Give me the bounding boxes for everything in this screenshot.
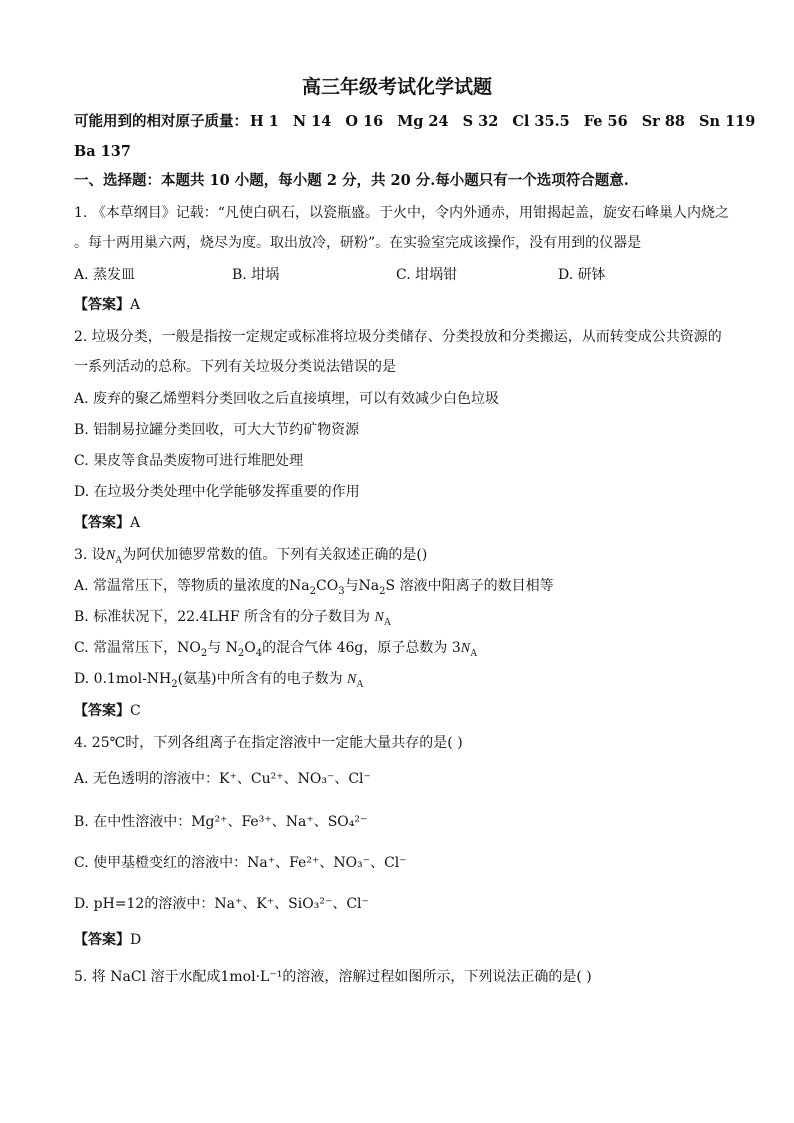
q1-option-b: B. 坩埚 [232, 267, 280, 283]
q4-option-a: A. 无色透明的溶液中：K⁺、Cu²⁺、NO₃⁻、Cl⁻ [74, 771, 371, 787]
q4-option-b: B. 在中性溶液中：Mg²⁺、Fe³⁺、Na⁺、SO₄²⁻ [74, 814, 368, 830]
q1-option-c: C. 坩埚钳 [396, 267, 458, 283]
atomic-mass-line [74, 110, 769, 131]
mass-item: S 32 [462, 113, 499, 130]
q3-option-text: 的混合气体 46g，原子总数为 3 [262, 640, 461, 656]
q1-stem-line1: 1. 《本草纲目》记载：“凡使白矾石，以瓷瓶盛。于火中，令内外通赤，用钳揭起盖，旋安石峰巢人内烧之 [74, 205, 729, 221]
q3-option-d: D. $0.1mol-NH_2$(氨基)中所含有的电子数为 $N_A$ [74, 671, 364, 690]
mass-item: Sn 119 [699, 113, 756, 130]
q3-option-text: 与Na [344, 578, 380, 594]
q3-stem-text: 为阿伏加德罗常数的值。下列有关叙述正确的是() [122, 547, 428, 563]
q2-option-d: D. 在垃圾分类处理中化学能够发挥重要的作用 [74, 484, 360, 500]
mass-item-last: Ba 137 [74, 143, 131, 160]
q5-stem: 5. 将 NaCl 溶于水配成1mol·L⁻¹的溶液，溶解过程如图所示，下列说法正确的是( ) [74, 969, 592, 985]
q3-option-text: D. 0.1mol-NH [74, 671, 172, 687]
q3-option-b: B. 标准状况下，22.4LHF 所含有的分子数目为 $N_A$ [74, 609, 392, 628]
q4-option-c: C. 使甲基橙变红的溶液中：Na⁺、Fe²⁺、NO₃⁻、Cl⁻ [74, 855, 407, 871]
q3-option-text: O [244, 640, 256, 656]
mass-item: Sr 88 [641, 113, 686, 130]
q2-option-b: B. 铝制易拉罐分类回收，可大大节约矿物资源 [74, 422, 360, 438]
q1-stem-line2: 。每十两用巢六两，烧尽为度。取出放冷，研粉”。在实验室完成该操作，没有用到的仪器是 [74, 235, 642, 251]
q4-stem: 4. 25℃时，下列各组离子在指定溶液中一定能大量共存的是( ) [74, 735, 463, 751]
q3-option-text: B. 标准状况下，22.4LHF 所含有的分子数目为 [74, 609, 371, 625]
q3-option-text: S 溶液中阳离子的数目相等 [385, 578, 554, 594]
q2-stem-line2: 一系列活动的总称。下列有关垃圾分类说法错误的是 [74, 359, 396, 375]
answer-value: D [130, 932, 142, 948]
q2-answer [74, 513, 140, 533]
q4-answer [74, 930, 141, 950]
q3-option-text: C. 常温常压下，NO [74, 640, 201, 656]
q3-option-text: A. 常温常压下，等物质的量浓度的Na [74, 578, 310, 594]
mass-item: Cl 35.5 [512, 113, 570, 130]
answer-value: A [130, 515, 141, 531]
answer-value: A [130, 297, 141, 313]
q3-option-a: A. 常温常压下，等物质的量浓度的$Na_2CO_3$与$Na_2S$ 溶液中阳离子的数目相等 [74, 578, 554, 597]
q3-option-text: 与 N [207, 640, 238, 656]
mass-item: N 14 [292, 113, 332, 130]
q4-option-d: D. pH=12的溶液中：Na⁺、K⁺、SiO₃²⁻、Cl⁻ [74, 896, 369, 912]
q2-option-a: A. 废弃的聚乙烯塑料分类回收之后直接填埋，可以有效减少白色垃圾 [74, 391, 500, 407]
mass-item: O 16 [345, 113, 384, 130]
q1-answer [74, 295, 140, 315]
answer-label: 【答案】 [74, 515, 130, 531]
q2-stem-line1: 2. 垃圾分类，一般是指按一定规定或标准将垃圾分类储存、分类投放和分类搬运，从而转变成公共资源的 [74, 329, 722, 345]
atomic-mass-label: 可能用到的相对原子质量： [74, 113, 248, 130]
q3-option-text: CO [315, 578, 339, 594]
q3-option-text: (氨基)中所含有的电子数为 [177, 671, 343, 687]
q3-stem-text: 3. 设 [74, 547, 106, 563]
mass-item: Mg 24 [397, 113, 449, 130]
answer-label: 【答案】 [74, 297, 130, 313]
answer-value: C [130, 703, 141, 719]
answer-label: 【答案】 [74, 932, 130, 948]
page-title: 高三年级考试化学试题 [301, 76, 492, 98]
q3-option-c: C. 常温常压下，$NO_2$与 $N_2O_4$的混合气体 46g，原子总数为 $3N_A$ [74, 640, 478, 659]
q2-option-c: C. 果皮等食品类废物可进行堆肥处理 [74, 453, 304, 469]
q3-stem: 3. 设$N_A$为阿伏加德罗常数的值。下列有关叙述正确的是() [74, 547, 428, 566]
q1-option-d: D. 研钵 [558, 267, 606, 283]
q1-option-a: A. 蒸发皿 [74, 267, 136, 283]
section-heading: 一、选择题：本题共 10 小题，每小题 2 分，共 20 分.每小题只有一个选项符合题意. [74, 172, 629, 189]
mass-item: Fe 56 [583, 113, 628, 130]
answer-label: 【答案】 [74, 703, 130, 719]
q3-answer [74, 701, 141, 721]
mass-item: H 1 [250, 113, 279, 130]
